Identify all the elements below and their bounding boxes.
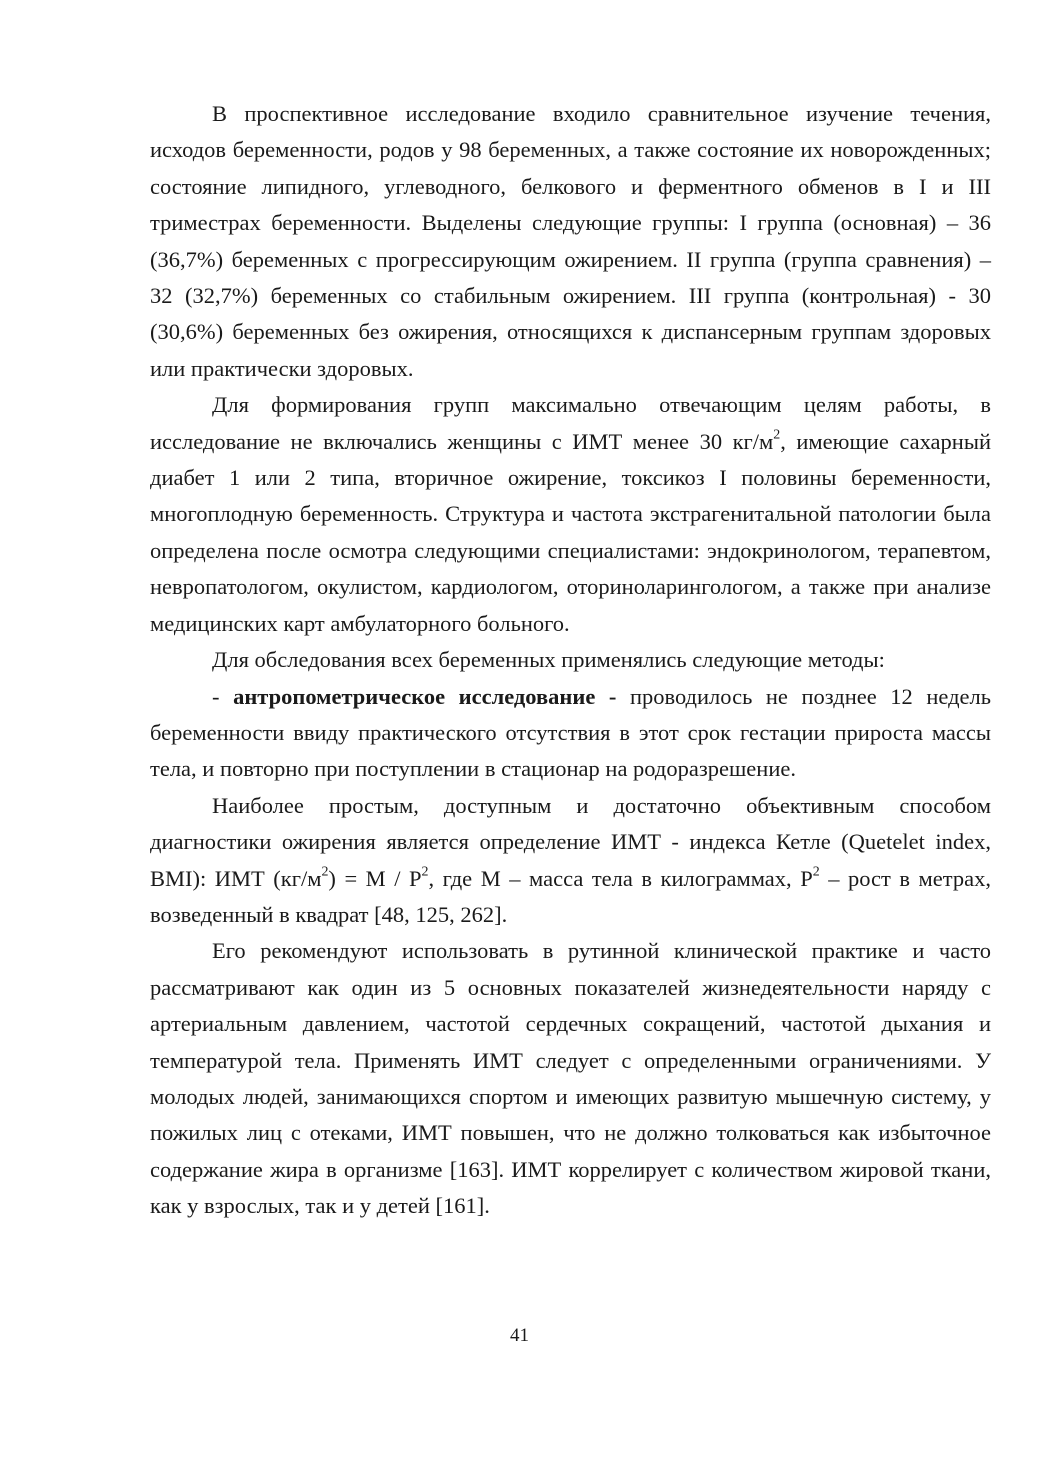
- method-heading: антропометрическое исследование -: [233, 683, 617, 709]
- text-run: , имеющие сахарный диабет 1 или 2 типа, вторичное ожирение, токсикоз I половины беременности, многоплодную беременность. Структура и частота экстрагенитальной патологии была определена после осмотра следующими специалистами: эндокринологом, терапевтом, невропатологом, окулистом, кардиологом, оториноларингологом, а также при анализе медицинских карт амбулаторного больного.: [150, 428, 991, 636]
- superscript: 2: [321, 864, 329, 880]
- paragraph-bmi-usage: Его рекомендуют использовать в рутинной клинической практике и часто рассматривают как один из 5 основных показателей жизнедеятельности наряду с артериальным давлением, частотой сердечных сокращений, частотой дыхания и температурой тела. Применять ИМТ следует с определенными ограничениями. У молодых людей, занимающихся спортом и имеющих развитую мышечную систему, у пожилых лиц с отеками, ИМТ повышен, что не должно толковаться как избыточное содержание жира в организме [163]. ИМТ коррелирует с количеством жировой ткани, как у взрослых, так и у детей [161].: [150, 938, 991, 1219]
- paragraph-anthropometry: [150, 679, 991, 788]
- paragraph-study-design: В проспективное исследование входило сравнительное изучение течения, исходов беременности, родов у 98 беременных, а также состояние их новорожденных; состояние липидного, углеводного, белкового и ферментного обменов в I и III триместрах беременности. Выделены следующие группы: I группа (основная) – 36 (36,7%) беременных с прогрессирующим ожирением. II группа (группа сравнения) – 32 (32,7%) беременных со стабильным ожирением. III группа (контрольная) - 30 (30,6%) беременных без ожирения, относящихся к диспансерным группам здоровых или практически здоровых.: [150, 101, 991, 381]
- text-run: проводилось не позднее 12 недель беременности ввиду практического отсутствия в этот срок гестации прироста массы тела, и повторно при поступлении в стационар на родоразрешение.: [150, 683, 991, 782]
- text-run: – рост в метрах, возведенный в квадрат [48, 125, 262].: [150, 865, 992, 927]
- text-run: ) = М / Р: [328, 865, 422, 891]
- body-text: [150, 96, 991, 1225]
- superscript: 2: [421, 864, 429, 880]
- page-number: 41: [510, 1325, 529, 1346]
- text-run: Наиболее простым, доступным и достаточно объективным способом диагностики ожирения является определение ИМТ - индекса Кетле (Quetelet index, BMI): ИМТ (кг/м: [150, 792, 991, 891]
- list-dash: -: [212, 683, 234, 709]
- superscript: 2: [812, 864, 820, 880]
- text-run: , где М – масса тела в килограммах, Р: [428, 865, 813, 891]
- paragraph-bmi-definition: [150, 788, 991, 934]
- paragraph-methods-intro: Для обследования всех беременных применялись следующие методы:: [212, 647, 885, 673]
- text-run: Для формирования групп максимально отвечающим целям работы, в исследование не включались женщины с ИМТ менее 30 кг/м: [150, 392, 991, 454]
- superscript: 2: [773, 427, 781, 443]
- paragraph-exclusion-criteria: [150, 387, 991, 642]
